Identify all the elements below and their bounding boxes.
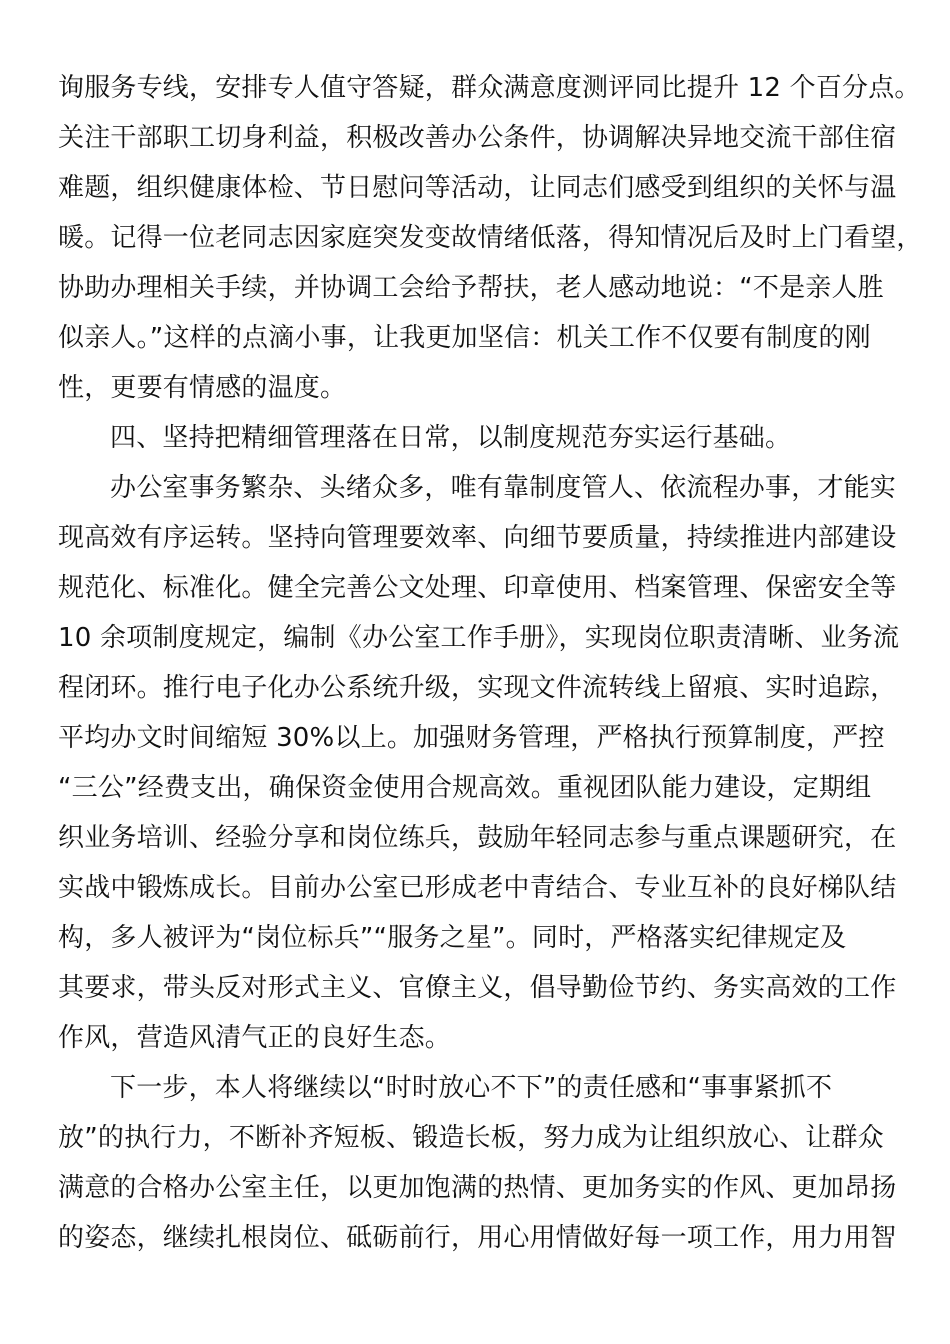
text-line: 织业务培训、经验分享和岗位练兵，鼓励年轻同志参与重点课题研究，在 [58,823,897,853]
text-line: 平均办文时间缩短 30%以上。加强财务管理，严格执行预算制度，严控 [58,723,885,753]
text-line: 询服务专线，安排专人值守答疑，群众满意度测评同比提升 12 个百分点。 [58,73,921,103]
text-line: 难题，组织健康体检、节日慰问等活动，让同志们感受到组织的关怀与温 [58,173,897,203]
text-line: 作风，营造风清气正的良好生态。 [58,1023,452,1053]
text-line: 放”的执行力，不断补齐短板、锻造长板，努力成为让组织放心、让群众 [58,1123,884,1153]
text-line: 办公室事务繁杂、头绪众多，唯有靠制度管人、依流程办事，才能实 [110,473,897,503]
document-body [58,63,923,1263]
section-heading: 四、坚持把精细管理落在日常，以制度规范夯实运行基础。 [110,423,792,453]
text-line: 关注干部职工切身利益，积极改善办公条件，协调解决异地交流干部住宿 [58,123,897,153]
text-line: 似亲人。”这样的点滴小事，让我更加坚信：机关工作不仅要有制度的刚 [58,323,871,353]
text-line: 暖。记得一位老同志因家庭突发变故情绪低落，得知情况后及时上门看望， [58,223,923,253]
text-line: 的姿态，继续扎根岗位、砥砺前行，用心用情做好每一项工作，用力用智 [58,1223,897,1253]
text-line: 规范化、标准化。健全完善公文处理、印章使用、档案管理、保密安全等 [58,573,897,603]
text-line: 现高效有序运转。坚持向管理要效率、向细节要质量，持续推进内部建设 [58,523,897,553]
text-line: 其要求，带头反对形式主义、官僚主义，倡导勤俭节约、务实高效的工作 [58,973,897,1003]
text-line: 下一步，本人将继续以“时时放心不下”的责任感和“事事紧抓不 [110,1073,833,1103]
text-line: 实战中锻炼成长。目前办公室已形成老中青结合、专业互补的良好梯队结 [58,873,897,903]
text-line: 10 余项制度规定，编制《办公室工作手册》，实现岗位职责清晰、业务流 [58,623,900,653]
text-line: “三公”经费支出，确保资金使用合规高效。重视团队能力建设，定期组 [58,773,872,803]
text-line: 性，更要有情感的温度。 [58,373,347,403]
text-line: 构，多人被评为“岗位标兵”“服务之星”。同时，严格落实纪律规定及 [58,923,847,953]
text-line: 程闭环。推行电子化办公系统升级，实现文件流转线上留痕、实时追踪， [58,673,897,703]
text-line: 协助办理相关手续，并协调工会给予帮扶，老人感动地说：“不是亲人胜 [58,273,884,303]
text-line: 满意的合格办公室主任，以更加饱满的热情、更加务实的作风、更加昂扬 [58,1173,897,1203]
